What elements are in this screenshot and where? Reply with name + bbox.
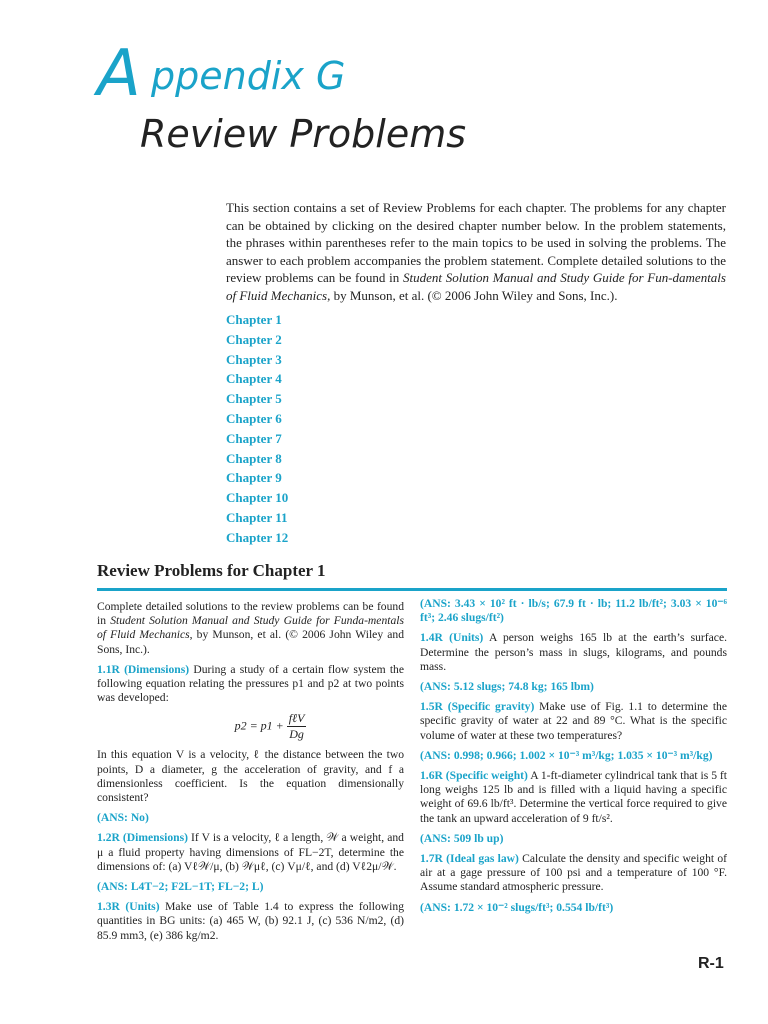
equation-numerator: fℓV <box>288 711 305 726</box>
problem-1-1-cont: In this equation V is a velocity, ℓ the distance between the two points, D a diameter, g the acceleration of gravity, and f a dimensionless coefficient. Is the equation dimensionally consistent? <box>97 748 404 805</box>
chapter-link-1[interactable]: Chapter 1 <box>226 312 282 327</box>
problem-text: During a study of a certain flow system the following equation relating the pressures p1 and p2 at two points was developed: <box>97 662 404 705</box>
appendix-initial-letter: A <box>97 37 141 111</box>
problem-label: 1.6R (Specific weight) <box>420 769 528 783</box>
problem-label: 1.7R (Ideal gas law) <box>420 852 519 866</box>
problem-1-6 <box>420 769 727 826</box>
answer-1-3: (ANS: 3.43 × 10² ft · lb/s; 67.9 ft · lb; 11.2 lb/ft²; 3.03 × 10⁻⁶ ft³; 2.46 slugs/ft²) <box>420 597 727 625</box>
problem-text: A person weighs 165 lb at the earth’s surface. Determine the person’s mass in slugs, kilograms, and pounds mass. <box>420 631 727 673</box>
chapter-link-5[interactable]: Chapter 5 <box>226 391 282 407</box>
problem-text: A 1-ft-diameter cylindrical tank that is 5 ft long weighs 125 lb and is filled with a liquid having a specific weight of 69.6 lb/ft³. Determine the vertical force required to give the tank an upward acceleration of 9 ft/s². <box>420 769 727 825</box>
chapter-link-3[interactable]: Chapter 3 <box>226 351 282 367</box>
answer-1-5: (ANS: 0.998; 0.966; 1.002 × 10⁻³ m³/kg; 1.035 × 10⁻³ m³/kg) <box>420 748 713 762</box>
equation-denominator: Dg <box>289 727 304 742</box>
lead-text-end: , by Munson, et al. (© 2006 John Wiley and Sons, Inc.). <box>97 628 404 656</box>
problem-1-4 <box>420 631 727 674</box>
left-column <box>97 600 404 949</box>
problem-label: 1.5R (Specific gravity) <box>420 700 535 714</box>
problem-text: Calculate the density and specific weight of air at a gage pressure of 100 psi and a temperature of 100 °F. Assume standard atmospheric pressure. <box>420 852 727 894</box>
problem-label: 1.4R (Units) <box>420 631 484 645</box>
intro-text-end: , by Munson, et al. (© 2006 John Wiley and Sons, Inc.). <box>327 287 618 303</box>
chapter-link-9[interactable]: Chapter 9 <box>226 470 282 486</box>
chapter-link-11[interactable]: Chapter 11 <box>226 509 288 525</box>
chapter-link-list <box>226 310 288 548</box>
problem-label: 1.3R (Units) <box>97 900 160 914</box>
appendix-subtitle: Review Problems <box>140 112 467 156</box>
problem-1-2 <box>97 831 404 874</box>
problem-label: 1.1R (Dimensions) <box>97 662 190 676</box>
right-column <box>420 597 727 921</box>
problem-1-7 <box>420 852 727 895</box>
intro-book-title: Student Solution Manual and Study Guide for Fun-damentals of Fluid Mechanics <box>226 270 726 303</box>
equation <box>137 711 404 742</box>
answer-1-7: (ANS: 1.72 × 10⁻² slugs/ft³; 0.554 lb/ft³) <box>420 900 614 914</box>
chapter-link-12[interactable]: Chapter 12 <box>226 529 289 545</box>
chapter-link-4[interactable]: Chapter 4 <box>226 371 282 387</box>
answer-1-4: (ANS: 5.12 slugs; 74.8 kg; 165 lbm) <box>420 680 594 694</box>
problem-text: If V is a velocity, ℓ a length, 𝒲 a weight, and μ a fluid property having dimensions of FL−2T, determine the dimensions of: (a) Vℓ𝒲/μ, (b) 𝒲μℓ, (c) Vμ/ℓ, and (d) Vℓ2μ/𝒲. <box>97 831 404 873</box>
page-number: R-1 <box>698 955 724 972</box>
chapter-link-2[interactable]: Chapter 2 <box>226 331 282 347</box>
lead-text: Complete detailed solutions to the review problems can be found in <box>97 600 404 628</box>
problem-text: Make use of Fig. 1.1 to determine the specific gravity of water at 22 and 89 °C. What is the specific volume of water at these two temperatures? <box>420 700 727 742</box>
section-lead <box>97 600 404 657</box>
chapter-link-8[interactable]: Chapter 8 <box>226 450 282 466</box>
chapter-link-7[interactable]: Chapter 7 <box>226 430 282 446</box>
answer-1-1: (ANS: No) <box>97 811 149 825</box>
section-heading: Review Problems for Chapter 1 <box>97 561 326 580</box>
chapter-link-10[interactable]: Chapter 10 <box>226 490 289 506</box>
lead-book-title: Student Solution Manual and Study Guide for Funda-mentals of Fluid Mechanics <box>97 614 404 642</box>
equation-lhs: p2 = p1 + <box>234 718 284 733</box>
problem-1-3 <box>97 900 404 943</box>
problem-1-5 <box>420 700 727 743</box>
equation-fraction <box>287 711 307 742</box>
appendix-title: ppendix G <box>151 54 346 98</box>
problem-1-1 <box>97 663 404 706</box>
answer-1-6: (ANS: 509 lb up) <box>420 831 504 845</box>
chapter-link-6[interactable]: Chapter 6 <box>226 410 282 426</box>
answer-1-2: (ANS: L4T−2; F2L−1T; FL−2; L) <box>97 880 264 894</box>
problem-text: Make use of Table 1.4 to express the following quantities in BG units: (a) 465 W, (b) 92.1 J, (c) 536 N/m2, (d) 85.9 mm3, (e) 386 kg/m2. <box>97 900 404 942</box>
problem-label: 1.2R (Dimensions) <box>97 831 188 845</box>
intro-paragraph <box>226 199 726 305</box>
section-rule <box>97 588 727 591</box>
intro-text: This section contains a set of Review Problems for each chapter. The problems for any chapter can be obtained by clicking on the desired chapter number below. In the problem statements, the phrases within parentheses refer to the main topics to be used in solving the problems. The answer to each problem accompanies the problem statement. Complete detailed solutions to the review problems can be found in <box>226 200 726 286</box>
